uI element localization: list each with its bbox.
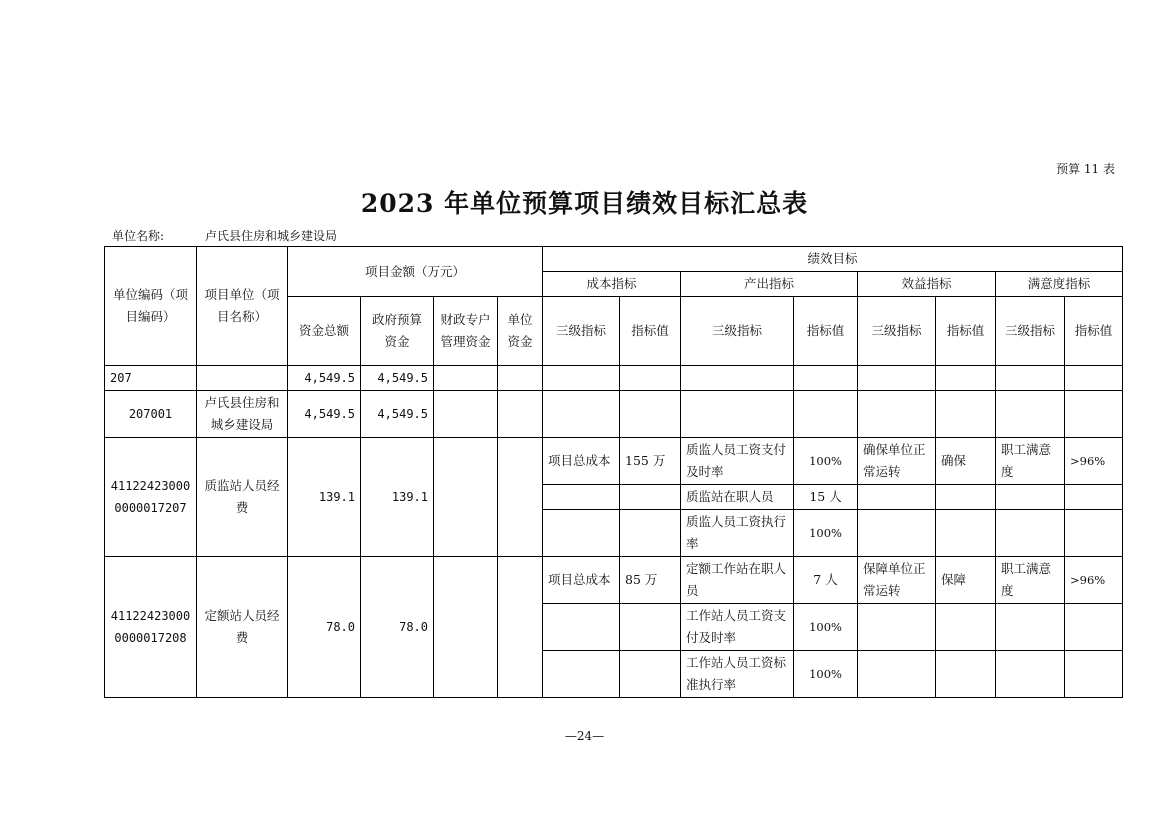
total-fund-cell: 78.0 [288, 557, 361, 698]
header-special-account-fund: 财政专户管理资金 [434, 297, 498, 366]
benefit-level3-cell [858, 604, 936, 651]
benefit-level3-cell: 确保单位正常运转 [858, 438, 936, 485]
gov-budget-cell: 139.1 [361, 438, 434, 557]
satisfaction-level3-cell: 职工满意度 [996, 557, 1065, 604]
header-cost-indicator: 成本指标 [543, 272, 681, 297]
header-benefit-indicator: 效益指标 [858, 272, 996, 297]
total-fund-cell: 4,549.5 [288, 366, 361, 391]
header-satisfaction-value: 指标值 [1065, 297, 1123, 366]
benefit-value-cell: 保障 [936, 557, 996, 604]
output-value-cell: 15 人 [794, 485, 858, 510]
page-title: 2023 年单位预算项目绩效目标汇总表 [360, 189, 809, 218]
benefit-level3-cell: 保障单位正常运转 [858, 557, 936, 604]
output-level3-cell: 质监站在职人员 [681, 485, 794, 510]
unit-code-cell: 411224230000000017207 [105, 438, 197, 557]
cost-level3-cell [543, 604, 620, 651]
unit-name-value: 卢氏县住房和城乡建设局 [205, 229, 338, 243]
header-performance-target: 绩效目标 [543, 247, 1123, 272]
special-fund-cell [434, 438, 498, 557]
table-header-row [105, 247, 1123, 272]
cost-level3-cell [543, 651, 620, 698]
budget-table-number: 预算 11 表 [1056, 162, 1115, 176]
output-level3-cell: 工作站人员工资标准执行率 [681, 651, 794, 698]
output-level3-cell: 定额工作站在职人员 [681, 557, 794, 604]
cost-value-cell [620, 604, 681, 651]
header-total-fund: 资金总额 [288, 297, 361, 366]
output-level3-cell: 质监人员工资支付及时率 [681, 438, 794, 485]
cost-value-cell: 155 万 [620, 438, 681, 485]
satisfaction-level3-cell: 职工满意度 [996, 438, 1065, 485]
cost-value-cell [620, 651, 681, 698]
header-project-unit: 项目单位（项目名称） [197, 247, 288, 366]
benefit-value-cell: 确保 [936, 438, 996, 485]
output-value-cell [794, 391, 858, 438]
page-number: —24— [564, 729, 605, 743]
satisfaction-value-cell [1065, 391, 1123, 438]
cost-value-cell [620, 510, 681, 557]
output-value-cell: 100% [794, 438, 858, 485]
satisfaction-level3-cell [996, 391, 1065, 438]
benefit-level3-cell [858, 366, 936, 391]
satisfaction-level3-cell [996, 510, 1065, 557]
output-level3-cell [681, 366, 794, 391]
benefit-level3-cell [858, 391, 936, 438]
benefit-value-cell [936, 651, 996, 698]
output-value-cell: 100% [794, 510, 858, 557]
gov-budget-cell: 78.0 [361, 557, 434, 698]
unit-code-cell: 207 [105, 366, 197, 391]
header-satisfaction-indicator: 满意度指标 [996, 272, 1123, 297]
project-unit-cell [197, 366, 288, 391]
satisfaction-value-cell: >96% [1065, 438, 1123, 485]
output-value-cell [794, 366, 858, 391]
header-unit-fund: 单位资金 [498, 297, 543, 366]
header-output-indicator: 产出指标 [681, 272, 858, 297]
header-satisfaction-level3: 三级指标 [996, 297, 1065, 366]
header-gov-budget-fund: 政府预算资金 [361, 297, 434, 366]
special-fund-cell [434, 391, 498, 438]
satisfaction-value-cell [1065, 604, 1123, 651]
unit-fund-cell [498, 557, 543, 698]
output-level3-cell [681, 391, 794, 438]
satisfaction-level3-cell [996, 651, 1065, 698]
benefit-value-cell [936, 510, 996, 557]
special-fund-cell [434, 366, 498, 391]
header-cost-value: 指标值 [620, 297, 681, 366]
cost-value-cell: 85 万 [620, 557, 681, 604]
benefit-value-cell [936, 604, 996, 651]
benefit-level3-cell [858, 651, 936, 698]
performance-target-table [104, 246, 1123, 698]
satisfaction-level3-cell [996, 366, 1065, 391]
header-output-level3: 三级指标 [681, 297, 794, 366]
unit-fund-cell [498, 438, 543, 557]
cost-value-cell [620, 485, 681, 510]
benefit-level3-cell [858, 485, 936, 510]
table-row [105, 391, 1123, 438]
cost-level3-cell [543, 510, 620, 557]
cost-level3-cell: 项目总成本 [543, 557, 620, 604]
table-row [105, 557, 1123, 604]
cost-level3-cell [543, 366, 620, 391]
special-fund-cell [434, 557, 498, 698]
unit-code-cell: 411224230000000017208 [105, 557, 197, 698]
satisfaction-level3-cell [996, 485, 1065, 510]
benefit-level3-cell [858, 510, 936, 557]
satisfaction-value-cell [1065, 366, 1123, 391]
header-project-amount: 项目金额（万元） [288, 247, 543, 297]
satisfaction-level3-cell [996, 604, 1065, 651]
unit-fund-cell [498, 366, 543, 391]
output-level3-cell: 工作站人员工资支付及时率 [681, 604, 794, 651]
total-fund-cell: 139.1 [288, 438, 361, 557]
project-unit-cell: 定额站人员经费 [197, 557, 288, 698]
satisfaction-value-cell: >96% [1065, 557, 1123, 604]
benefit-value-cell [936, 485, 996, 510]
cost-level3-cell [543, 391, 620, 438]
header-cost-level3: 三级指标 [543, 297, 620, 366]
unit-name-label: 单位名称: [112, 229, 165, 243]
header-benefit-value: 指标值 [936, 297, 996, 366]
header-output-value: 指标值 [794, 297, 858, 366]
header-benefit-level3: 三级指标 [858, 297, 936, 366]
output-value-cell: 100% [794, 651, 858, 698]
cost-level3-cell: 项目总成本 [543, 438, 620, 485]
output-value-cell: 100% [794, 604, 858, 651]
gov-budget-cell: 4,549.5 [361, 366, 434, 391]
cost-level3-cell [543, 485, 620, 510]
unit-fund-cell [498, 391, 543, 438]
satisfaction-value-cell [1065, 510, 1123, 557]
output-level3-cell: 质监人员工资执行率 [681, 510, 794, 557]
output-value-cell: 7 人 [794, 557, 858, 604]
project-unit-cell: 质监站人员经费 [197, 438, 288, 557]
satisfaction-value-cell [1065, 485, 1123, 510]
cost-value-cell [620, 391, 681, 438]
gov-budget-cell: 4,549.5 [361, 391, 434, 438]
table-row [105, 366, 1123, 391]
benefit-value-cell [936, 391, 996, 438]
header-unit-code: 单位编码（项目编码） [105, 247, 197, 366]
satisfaction-value-cell [1065, 651, 1123, 698]
table-row [105, 438, 1123, 485]
cost-value-cell [620, 366, 681, 391]
unit-code-cell: 207001 [105, 391, 197, 438]
total-fund-cell: 4,549.5 [288, 391, 361, 438]
project-unit-cell: 卢氏县住房和城乡建设局 [197, 391, 288, 438]
benefit-value-cell [936, 366, 996, 391]
